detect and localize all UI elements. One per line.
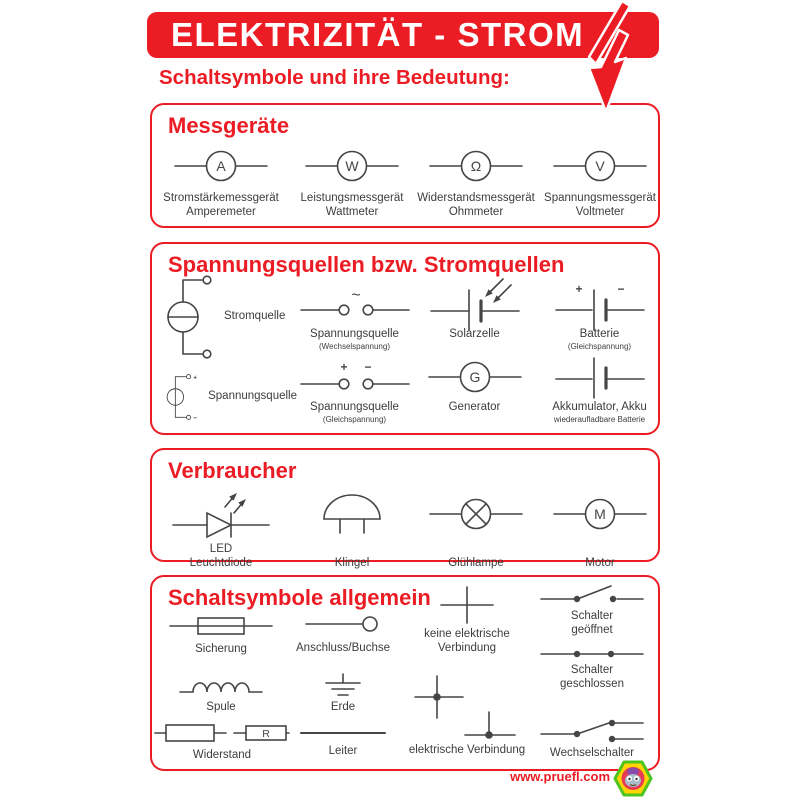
ohmmeter-icon	[428, 148, 524, 184]
label-sub: (Gleichspannung)	[567, 341, 632, 351]
label-line: Leuchtdiode	[189, 556, 253, 569]
amperemeter-symbol-slot	[173, 143, 269, 189]
svg-text:−: −	[193, 415, 198, 423]
label-line: Widerstandsmessgerät	[417, 192, 535, 204]
widerstand-icon	[154, 721, 290, 745]
spannungsquelle-ws-slot	[299, 280, 411, 328]
section-messgeraete	[150, 103, 660, 228]
page-title: ELEKTRIZITÄT - STROM	[171, 16, 585, 53]
svg-text:−: −	[363, 360, 372, 374]
section-title-allgemein: Schaltsymbole allgemein	[168, 585, 431, 610]
motor-slot	[552, 488, 648, 540]
item-spannungsquelle-gleich	[297, 353, 412, 441]
label-line: Akkumulator, Akku	[552, 401, 647, 413]
svg-text:~: ~	[350, 287, 361, 304]
klingel-icon	[316, 493, 388, 535]
ohmmeter-symbol-slot	[428, 143, 524, 189]
svg-text:+: +	[193, 374, 198, 382]
widerstand-label: Widerstand	[192, 749, 252, 761]
schalter-geoeffnet-label	[571, 610, 613, 637]
svg-text:+: +	[339, 360, 348, 374]
footer-website: www.pruefl.com	[510, 769, 610, 784]
spule-icon	[176, 675, 266, 699]
label-line: Stromstärkemessgerät	[163, 192, 279, 204]
stromquelle-icon	[166, 273, 216, 361]
klingel-slot	[316, 488, 388, 540]
svg-text:−: −	[616, 282, 625, 296]
section-verbraucher	[150, 448, 660, 569]
solarzelle-icon	[423, 277, 527, 331]
item-led	[152, 488, 290, 570]
spannungsquelle-gs-slot	[299, 353, 411, 401]
item-keine-verbindung	[401, 585, 533, 655]
item-widerstand	[154, 721, 290, 763]
label-line: Schalter	[570, 664, 614, 676]
wattmeter-label	[301, 192, 404, 219]
item-sicherung	[155, 614, 287, 657]
spannungsquelle-ws-icon	[299, 286, 411, 322]
svg-text:+: +	[574, 282, 583, 296]
wechselschalter-label: Wechselschalter	[549, 747, 635, 759]
section-allgemein	[150, 575, 660, 771]
label-line: keine elektrische	[424, 628, 510, 640]
svg-text:G: G	[469, 369, 480, 385]
label-line: Spannungsquelle	[310, 328, 399, 340]
erde-icon	[318, 673, 368, 697]
section-title-messgeraete: Messgeräte	[168, 113, 290, 138]
keine-verbindung-icon	[435, 585, 499, 625]
label-line: Voltmeter	[575, 205, 625, 218]
verbindung-label: elektrische Verbindung	[408, 744, 526, 756]
label-line: Batterie	[579, 328, 620, 340]
solarzelle-slot	[423, 280, 527, 328]
poster-subtitle: Schaltsymbole und ihre Bedeutung:	[159, 66, 510, 89]
label-line: Amperemeter	[186, 205, 256, 218]
item-schalter-geoeffnet	[526, 579, 658, 637]
svg-text:Ω: Ω	[470, 158, 482, 174]
led-icon	[169, 489, 273, 539]
batterie-icon	[548, 277, 652, 331]
item-wattmeter	[290, 143, 414, 219]
item-spannungsquelle-vertikal	[152, 353, 297, 441]
item-motor	[538, 488, 662, 570]
anschluss-icon	[298, 615, 388, 633]
item-gluehlampe	[414, 488, 538, 570]
schalter-geschlossen-label	[560, 664, 624, 691]
svg-text:R: R	[262, 728, 270, 740]
label-line: geöffnet	[571, 623, 613, 636]
gluehlampe-label	[448, 543, 504, 570]
label-line: Klingel	[334, 556, 370, 569]
item-generator	[412, 353, 537, 441]
item-spule	[155, 675, 287, 715]
amperemeter-label	[163, 192, 279, 219]
gluehlampe-slot	[428, 488, 524, 540]
label-line: geschlossen	[560, 677, 624, 690]
item-voltmeter	[538, 143, 662, 219]
akkumulator-slot	[548, 353, 652, 401]
klingel-label	[335, 543, 370, 570]
svg-text:V: V	[595, 158, 605, 174]
voltmeter-symbol-slot	[552, 143, 648, 189]
item-klingel	[290, 488, 414, 570]
label-line: Generator	[448, 401, 501, 413]
item-batterie	[537, 280, 662, 353]
sicherung-label: Sicherung	[195, 643, 247, 655]
leiter-label: Leiter	[328, 745, 358, 757]
label-sub: (Gleichspannung)	[322, 414, 387, 424]
generator-icon	[427, 359, 523, 395]
section-title-verbraucher: Verbraucher	[168, 458, 297, 483]
label-line: LED	[209, 543, 233, 555]
led-slot	[169, 488, 273, 540]
label-line: Leistungsmessgerät	[300, 192, 404, 204]
item-akkumulator	[537, 353, 662, 441]
keine-verbindung-label	[424, 628, 510, 655]
item-wechselschalter	[526, 717, 658, 761]
generator-slot	[427, 353, 523, 401]
voltmeter-label	[544, 192, 656, 219]
item-amperemeter	[152, 143, 290, 219]
leiter-icon	[293, 727, 393, 739]
item-erde	[277, 673, 409, 715]
spannungsquelle-gs-icon	[299, 359, 411, 395]
batterie-slot	[548, 280, 652, 328]
pruefl-logo	[613, 757, 653, 800]
label-line: Glühlampe	[448, 556, 504, 569]
ohmmeter-label	[417, 192, 535, 219]
item-anschluss	[277, 615, 409, 656]
motor-label	[585, 543, 614, 570]
section-title-quellen: Spannungsquellen bzw. Stromquellen	[168, 252, 565, 277]
schalter-geschlossen-icon	[537, 647, 647, 661]
erde-label: Erde	[330, 701, 356, 713]
label-line: Schalter	[570, 610, 614, 622]
verbindung-icon	[407, 674, 527, 740]
gluehlampe-icon	[428, 496, 524, 532]
wattmeter-symbol-slot	[304, 143, 400, 189]
amperemeter-icon	[173, 148, 269, 184]
section-quellen	[150, 242, 660, 435]
anschluss-label: Anschluss/Buchse	[296, 642, 390, 654]
spule-label: Spule	[206, 701, 236, 713]
item-schalter-geschlossen	[526, 647, 658, 691]
motor-icon	[552, 496, 648, 532]
schalter-geoeffnet-icon	[537, 579, 647, 607]
akkumulator-icon	[548, 354, 652, 400]
sicherung-icon	[166, 614, 276, 638]
item-verbindung	[401, 674, 533, 758]
svg-text:A: A	[216, 158, 226, 174]
item-solarzelle	[412, 280, 537, 353]
lightning-bolt-icon	[578, 0, 652, 116]
item-leiter	[277, 727, 409, 759]
label-sub: wiederaufladbare Batterie	[553, 414, 646, 424]
item-spannungsquelle-wechsel	[297, 280, 412, 353]
led-label	[190, 543, 253, 570]
label-line: Ohmmeter	[448, 205, 504, 218]
wechselschalter-icon	[537, 717, 647, 743]
quellen-grid	[152, 280, 658, 441]
spannungsquelle-icon	[166, 353, 200, 441]
voltmeter-icon	[552, 148, 648, 184]
label-line: Wattmeter	[325, 205, 379, 218]
label-line: Motor	[585, 556, 615, 569]
wattmeter-icon	[304, 148, 400, 184]
label-line: Solarzelle	[449, 328, 500, 340]
label-line: Spannungsquelle	[310, 401, 399, 413]
svg-text:W: W	[345, 158, 359, 174]
label-line: Spannungsmessgerät	[544, 192, 656, 204]
messgeraete-grid	[152, 143, 658, 219]
item-ohmmeter	[414, 143, 538, 219]
label-line: Verbindung	[437, 641, 497, 654]
item-stromquelle	[152, 280, 297, 353]
stromquelle-label: Stromquelle	[224, 309, 286, 322]
spannungsquelle-label: Spannungsquelle	[208, 390, 297, 403]
label-sub: (Wechselspannung)	[318, 341, 390, 351]
svg-text:M: M	[594, 506, 606, 522]
verbraucher-grid	[152, 488, 658, 570]
